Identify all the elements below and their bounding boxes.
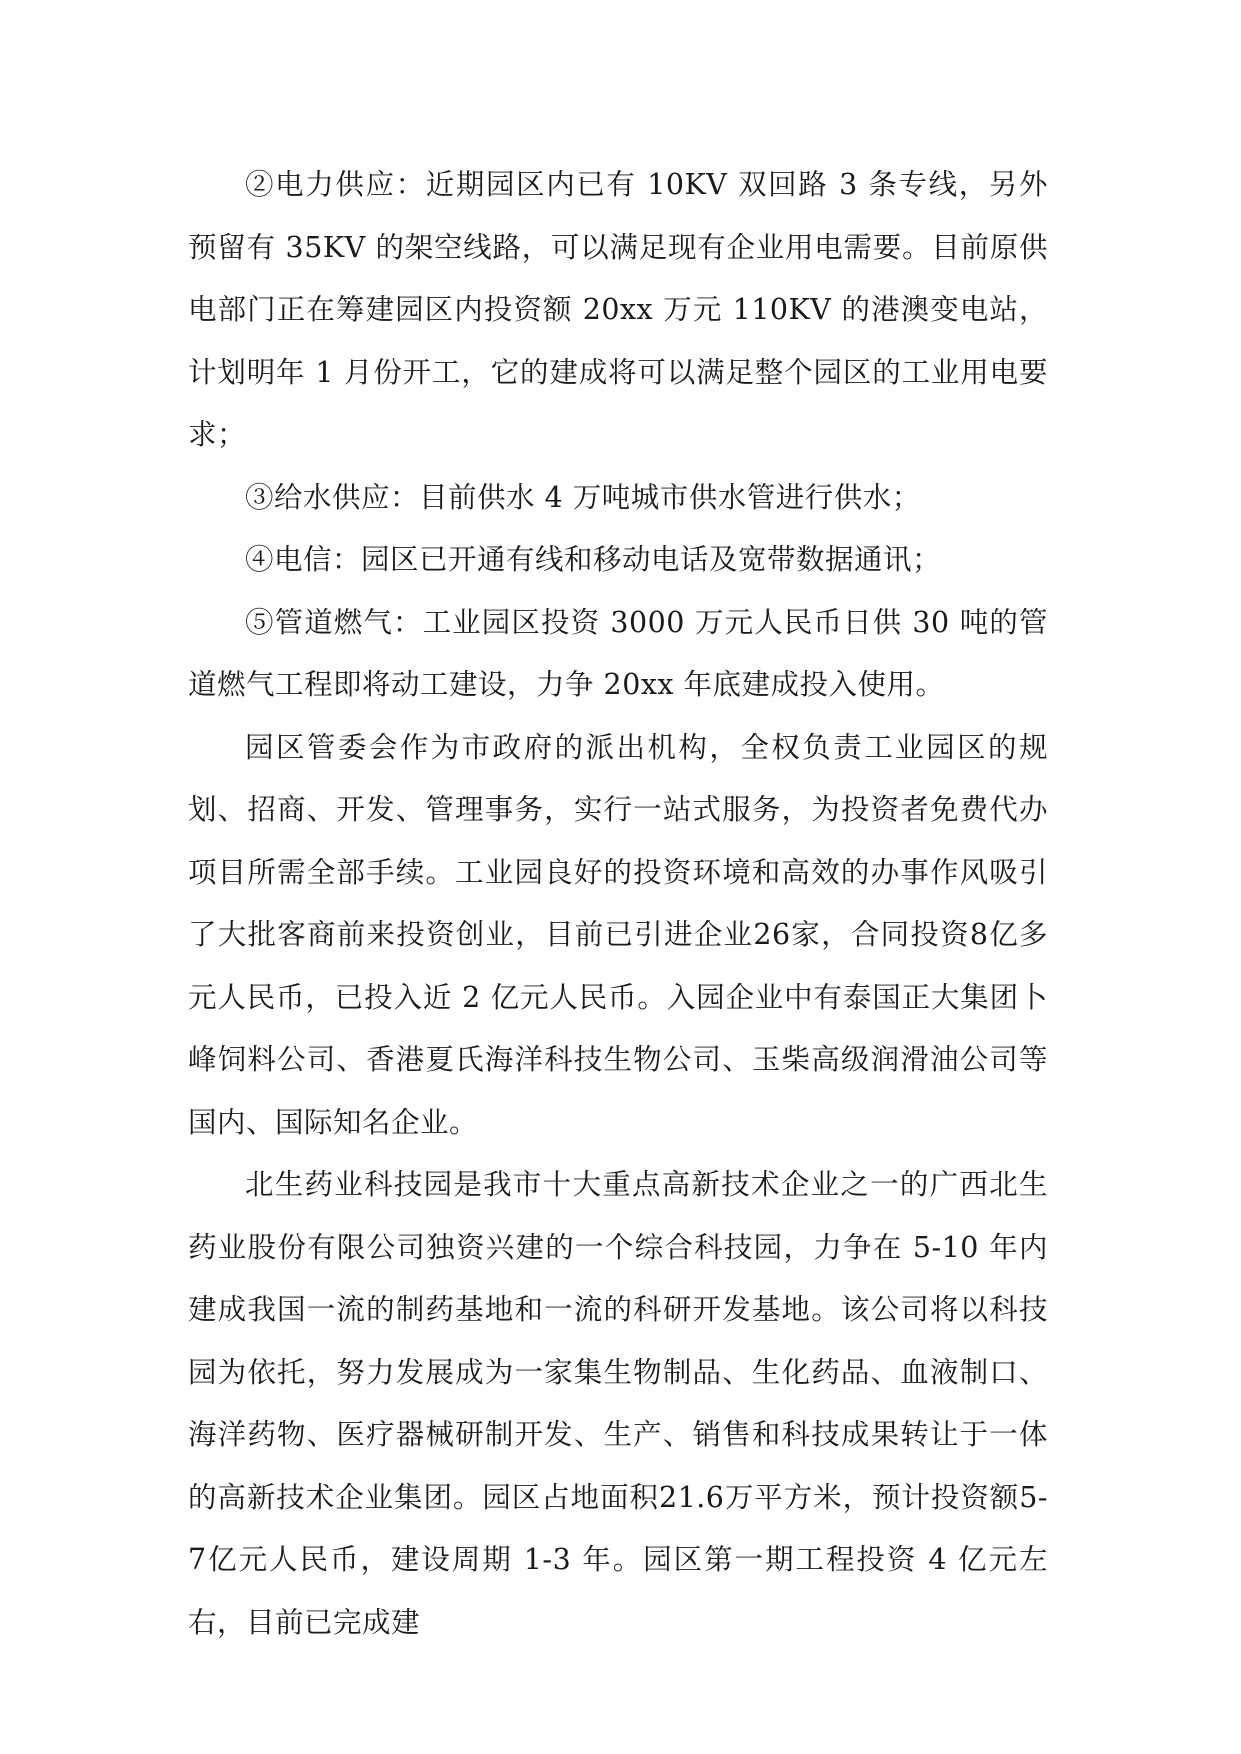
paragraph-park-committee: 园区管委会作为市政府的派出机构，全权负责工业园区的规划、招商、开发、管理事务，实行一站式服务，为投资者免费代办项目所需全部手续。工业园良好的投资环境和高效的办事作风吸引了大批客商前来投资创业，目前已引进企业26家，合同投资8亿多元人民币，已投入近 2 亿元人民币。入园企业中有泰国正大集团卜峰饲料公司、香港夏氏海洋科技生物公司、玉柴高级润滑油公司等国内、国际知名企业。 <box>188 730 1048 1139</box>
paragraph-beisheng-park: 北生药业科技园是我市十大重点高新技术企业之一的广西北生药业股份有限公司独资兴建的一个综合科技园，力争在 5-10 年内建成我国一流的制药基地和一流的科研开发基地。该公司将以科技园为依托，努力发展成为一家集生物制品、生化药品、血液制口、海洋药物、医疗器械研制开发、生产、销售和科技成果转让于一体的高新技术企业集团。园区占地面积21.6万平方米，预计投资额5-7亿元人民币，建设周期 1-3 年。园区第一期工程投资 4 亿元左右，目前已完成建 <box>188 1168 1048 1639</box>
paragraph-gas-pipeline: ⑤管道燃气：工业园区投资 3000 万元人民币日供 30 吨的管道燃气工程即将动工建设，力争 20xx 年底建成投入使用。 <box>188 605 1048 701</box>
paragraph-water-supply: ③给水供应：目前供水 4 万吨城市供水管进行供水； <box>245 480 921 514</box>
document-body <box>188 154 1048 1654</box>
paragraph-telecom: ④电信：园区已开通有线和移动电话及宽带数据通讯； <box>245 543 942 576</box>
paragraph-power-supply: ②电力供应：近期园区内已有 10KV 双回路 3 条专线，另外预留有 35KV 的架空线路，可以满足现有企业用电需要。目前原供电部门正在筹建园区内投资额 20xx 万元 110KV 的港澳变电站，计划明年 1 月份开工，它的建成将可以满足整个园区的工业用电要求； <box>188 168 1048 451</box>
